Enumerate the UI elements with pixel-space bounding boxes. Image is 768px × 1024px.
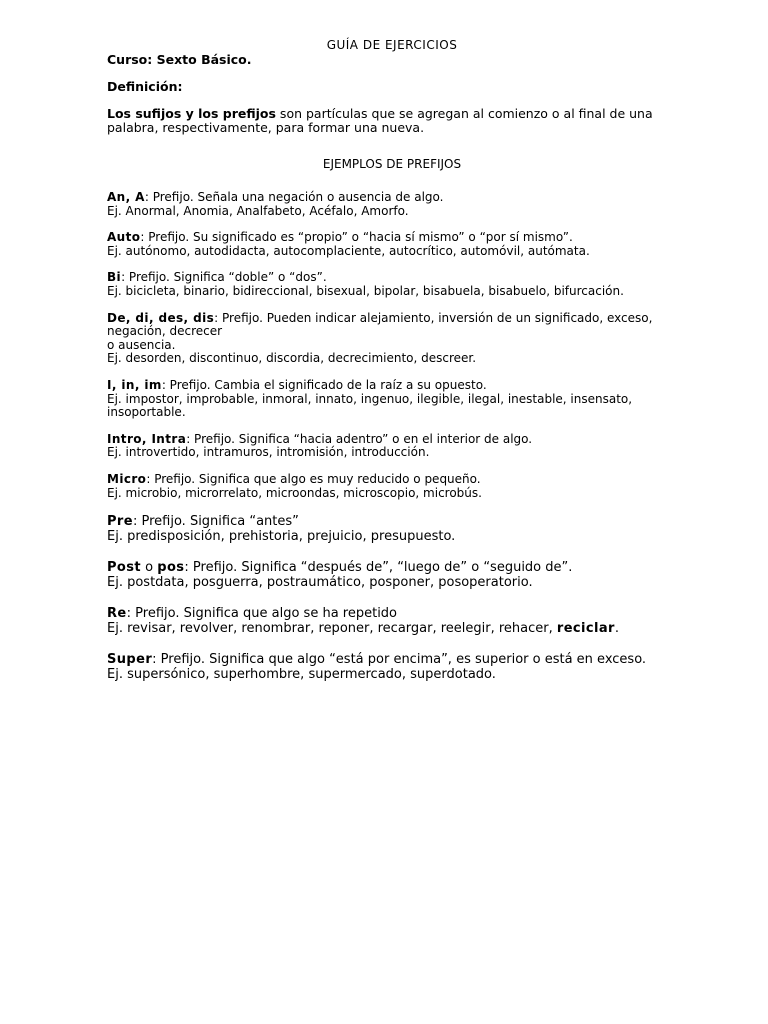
prefix-examples-end: .	[614, 621, 619, 637]
prefix-definition	[107, 606, 667, 621]
prefix-key: Micro	[107, 471, 147, 486]
document-title: GUÍA DE EJERCICIOS	[326, 38, 458, 52]
prefix-description: : Prefijo. Significa que algo es muy reducido o pequeño.	[146, 471, 481, 486]
section-title: EJEMPLOS DE PREFIJOS	[322, 157, 462, 171]
prefix-key: Intro, Intra	[107, 431, 187, 446]
prefix-definition	[107, 379, 667, 393]
prefix-key: Post	[107, 560, 142, 576]
course-line: Curso: Sexto Básico.	[107, 52, 252, 67]
prefix-examples: Ej. supersónico, superhombre, supermercado, superdotado.	[107, 667, 496, 683]
prefix-examples: Ej. desorden, discontinuo, discordia, decrecimiento, descreer.	[107, 351, 477, 366]
prefix-definition	[107, 231, 667, 245]
prefix-examples: Ej. introvertido, intramuros, intromisión, introducción.	[107, 445, 430, 460]
definition-lead: Los sufijos y los prefijos	[107, 106, 276, 121]
prefix-examples	[107, 621, 667, 636]
prefix-examples-text: Ej. revisar, revolver, renombrar, reponer, recargar, reelegir, rehacer,	[107, 621, 557, 637]
prefix-description: : Prefijo. Significa que algo “está por encima”, es superior o está en exceso.	[152, 652, 647, 668]
prefix-key: Bi	[107, 270, 122, 285]
prefix-entry-micro	[107, 473, 667, 500]
prefix-definition	[107, 271, 667, 285]
prefix-entry-in	[107, 379, 667, 420]
prefix-definition	[107, 473, 667, 487]
document-page	[107, 38, 667, 682]
prefix-description: : Prefijo. Señala una negación o ausencia de algo.	[144, 190, 444, 204]
prefix-description: : Prefijo. Significa “antes”	[132, 514, 299, 530]
prefix-definition	[107, 433, 667, 447]
prefix-definition	[107, 191, 667, 205]
prefix-examples: Ej. autónomo, autodidacta, autocomplaciente, autocrítico, automóvil, autómata.	[107, 243, 590, 258]
prefix-description: : Prefijo. Pueden indicar alejamiento, inversión de un significado, exceso, negación, decrecer	[107, 310, 653, 339]
prefix-examples: Ej. bicicleta, binario, bidireccional, bisexual, bipolar, bisabuela, bisabuelo, bifurcación.	[107, 283, 624, 298]
prefix-examples: Ej. predisposición, prehistoria, prejuicio, presupuesto.	[107, 529, 456, 545]
prefix-key: Pre	[107, 514, 133, 530]
prefix-examples-bold: reciclar	[556, 621, 615, 637]
prefix-description: : Prefijo. Significa “doble” o “dos”.	[121, 270, 327, 285]
definition-heading: Definición:	[107, 79, 183, 94]
prefix-key: An, A	[107, 190, 145, 204]
prefix-description: : Prefijo. Significa “hacia adentro” o en el interior de algo.	[186, 431, 533, 446]
prefix-entry-post	[107, 560, 667, 590]
prefix-definition	[107, 560, 667, 575]
prefix-examples: Ej. microbio, microrrelato, microondas, microscopio, microbús.	[107, 485, 482, 500]
prefix-key: I, in, im	[107, 377, 162, 392]
prefix-key: Auto	[107, 230, 141, 245]
prefix-description: : Prefijo. Significa que algo se ha repetido	[126, 606, 398, 622]
prefix-definition	[107, 514, 667, 529]
prefix-entry-re	[107, 606, 667, 636]
prefix-definition	[107, 312, 667, 339]
prefix-entry-bi	[107, 271, 667, 298]
definition-paragraph	[107, 107, 667, 135]
prefix-entry-intro	[107, 433, 667, 460]
prefix-definition	[107, 652, 667, 667]
prefix-entry-auto	[107, 231, 667, 258]
prefix-entry-super	[107, 652, 667, 682]
prefix-description: : Prefijo. Su significado es “propio” o “hacia sí mismo” o “por sí mismo”.	[140, 230, 573, 245]
prefix-examples: Ej. postdata, posguerra, postraumático, posponer, posoperatorio.	[107, 575, 533, 591]
prefix-examples: Ej. impostor, improbable, inmoral, innato, ingenuo, ilegible, ilegal, inestable, insensato, insoportable.	[107, 391, 633, 420]
prefix-description-extra: o ausencia.	[107, 337, 176, 352]
prefix-key-connector: o	[141, 560, 158, 576]
definition-rest: son partículas que se agregan al comienzo o al final de una palabra, respectivamente, para formar una nueva.	[107, 106, 653, 135]
prefix-key: Super	[107, 652, 153, 668]
prefix-entry-an	[107, 191, 667, 218]
prefix-entry-pre	[107, 514, 667, 544]
prefix-entry-de	[107, 312, 667, 366]
prefix-key-alt: pos	[157, 560, 185, 576]
prefix-examples: Ej. Anormal, Anomia, Analfabeto, Acéfalo, Amorfo.	[107, 203, 409, 218]
prefix-description: : Prefijo. Significa “después de”, “luego de” o “seguido de”.	[184, 560, 573, 576]
prefix-list	[107, 191, 667, 682]
prefix-key: Re	[107, 606, 127, 622]
prefix-description: : Prefijo. Cambia el significado de la raíz a su opuesto.	[161, 377, 487, 392]
prefix-key: De, di, des, dis	[107, 310, 215, 325]
